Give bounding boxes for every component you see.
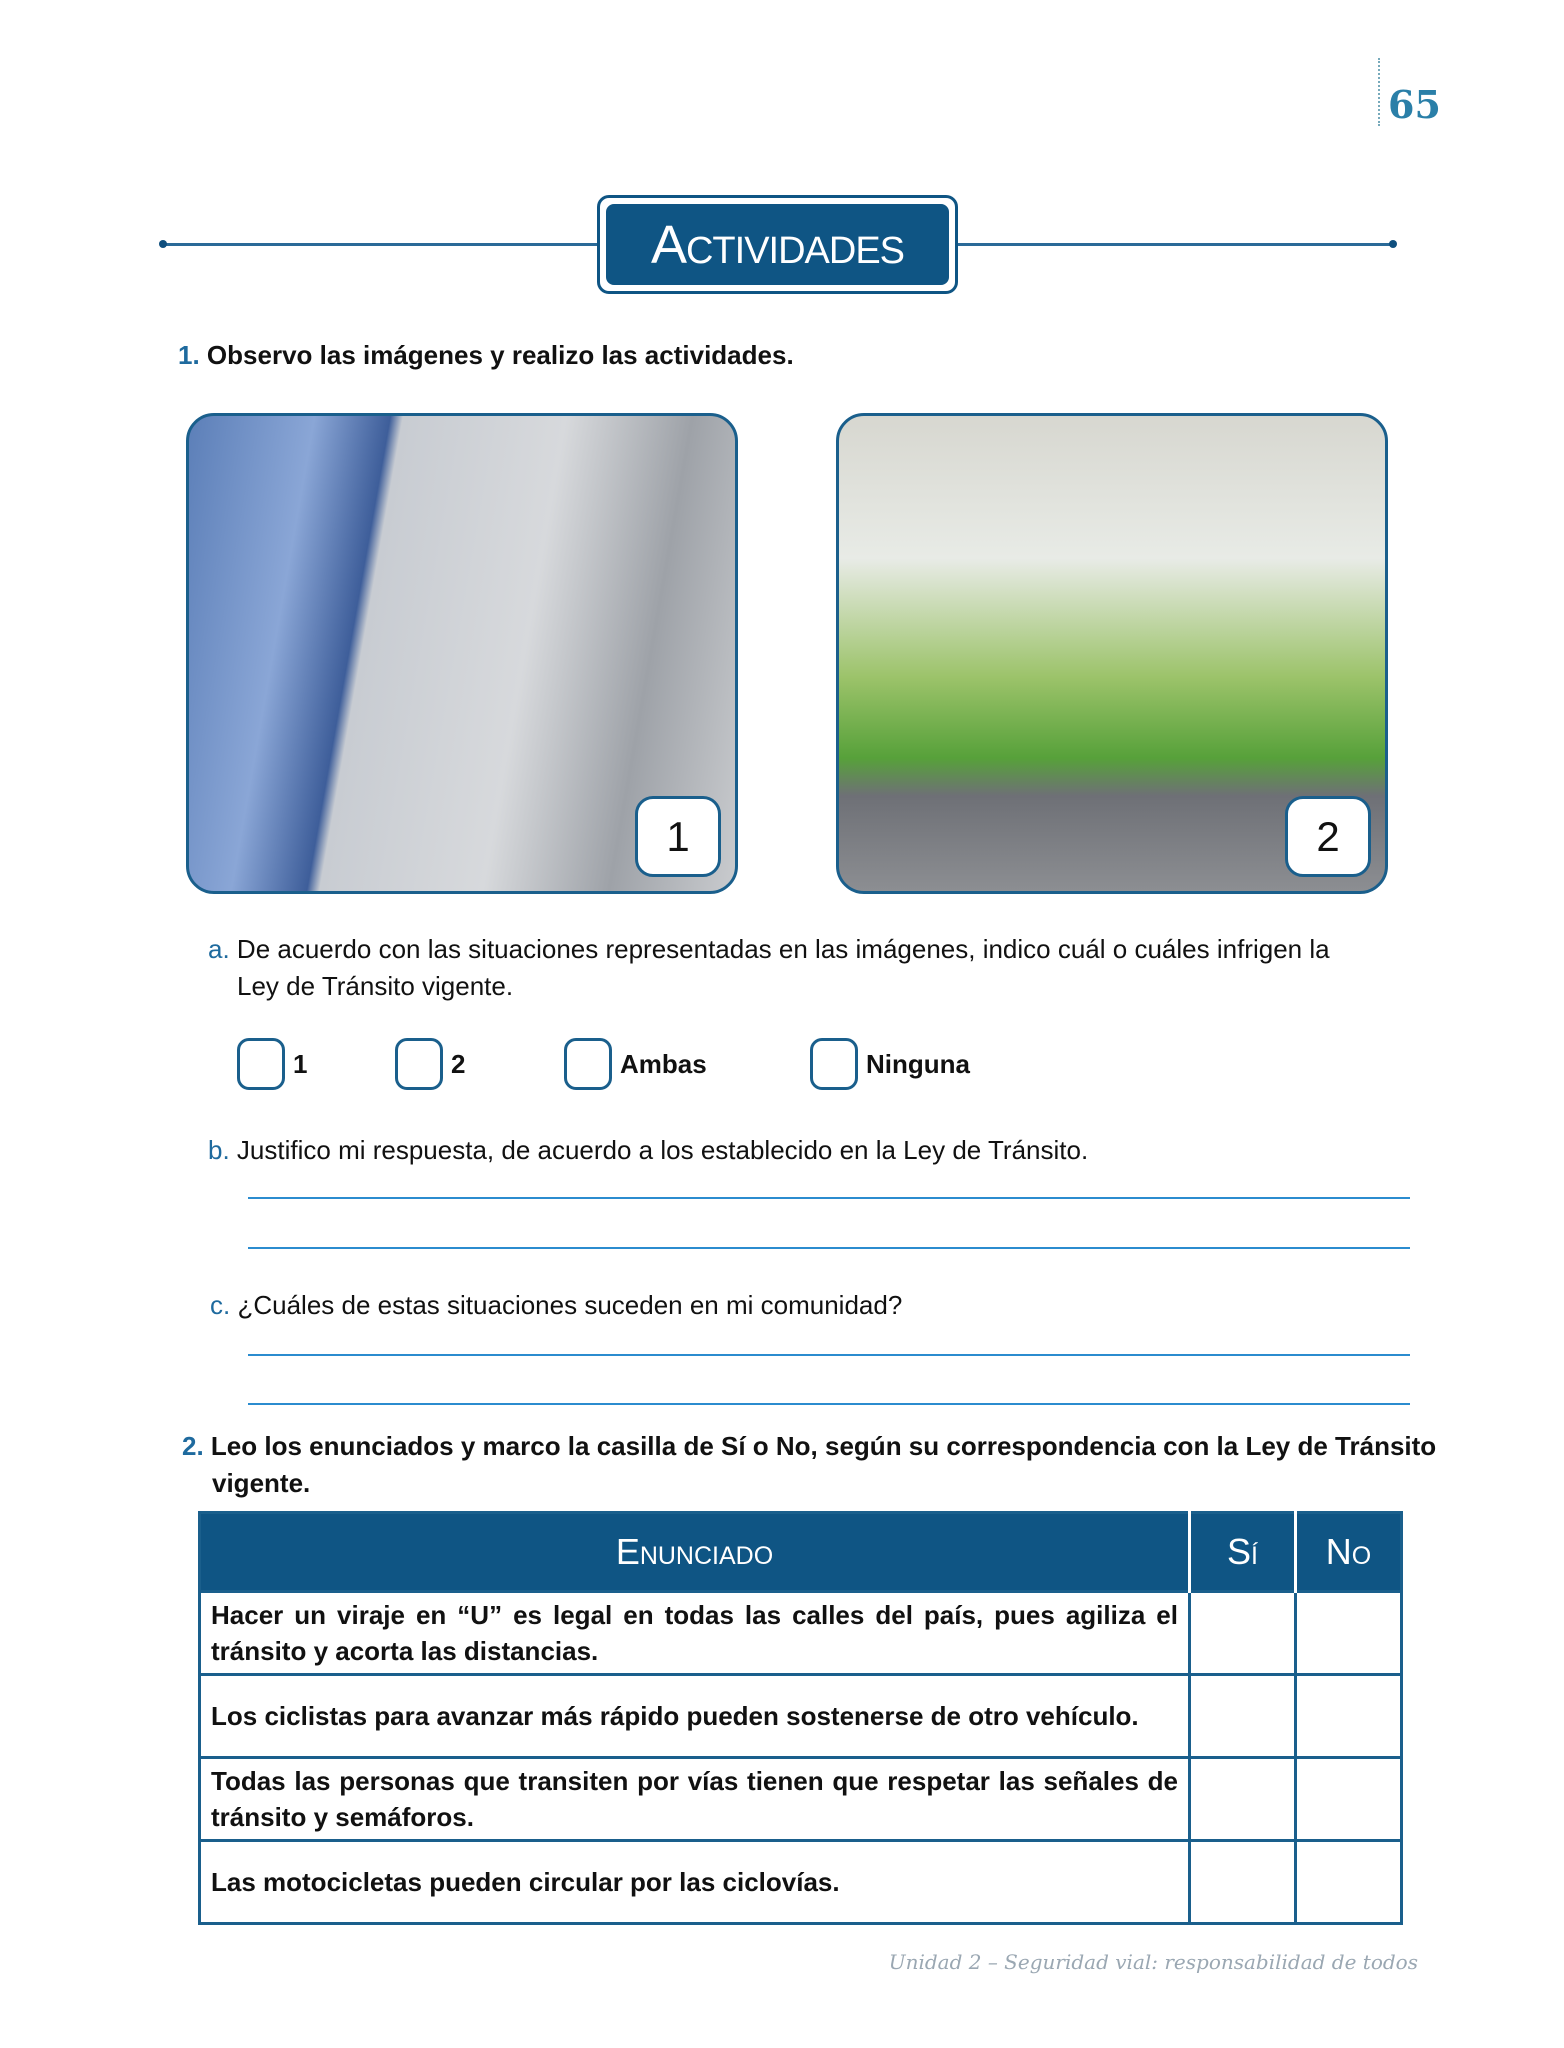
question-1a: a. De acuerdo con las situaciones representadas en las imágenes, indico cuál o cuáles infrigen la (208, 934, 1330, 964)
cell-no[interactable] (1296, 1758, 1402, 1841)
statements-table (198, 1511, 1403, 1925)
checkbox[interactable] (237, 1038, 285, 1090)
option-ninguna[interactable]: Ninguna (810, 1038, 970, 1090)
section-title-box (597, 195, 958, 294)
image-badge-2: 2 (1285, 796, 1371, 877)
photo-children-on-bicycle (836, 413, 1388, 894)
cell-si[interactable] (1190, 1758, 1296, 1841)
table-row: Los ciclistas para avanzar más rápido pueden sostenerse de otro vehículo. (200, 1675, 1402, 1758)
option-2[interactable]: 2 (395, 1038, 465, 1090)
question-2: 2. Leo los enunciados y marco la casilla de Sí o No, según su correspondencia con la Ley de Tránsito (182, 1431, 1437, 1461)
question-1c: c. ¿Cuáles de estas situaciones suceden en mi comunidad? (210, 1290, 903, 1320)
cell-si[interactable] (1190, 1592, 1296, 1675)
answer-line[interactable] (248, 1247, 1410, 1249)
checkbox[interactable] (810, 1038, 858, 1090)
image-badge-1: 1 (635, 796, 721, 877)
answer-line[interactable] (248, 1403, 1410, 1405)
cell-no[interactable] (1296, 1592, 1402, 1675)
question-1-text: Observo las imágenes y realizo las actividades. (206, 340, 794, 370)
checkbox[interactable] (395, 1038, 443, 1090)
checkbox[interactable] (564, 1038, 612, 1090)
page-number-divider (1378, 58, 1380, 126)
question-2-line2: vigente. (212, 1468, 311, 1498)
table-row: Hacer un viraje en “U” es legal en todas las calles del país, pues agiliza el tránsito y acorta las distancias. (200, 1592, 1402, 1675)
cell-si[interactable] (1190, 1841, 1296, 1924)
question-1a-line2: Ley de Tránsito vigente. (237, 971, 514, 1001)
option-1[interactable]: 1 (237, 1038, 307, 1090)
cell-no[interactable] (1296, 1675, 1402, 1758)
photo-boy-with-phone (186, 413, 738, 894)
header-si: Sí (1190, 1513, 1296, 1592)
question-1b: b. Justifico mi respuesta, de acuerdo a los establecido en la Ley de Tránsito. (208, 1135, 1089, 1165)
header-enunciado: Enunciado (200, 1513, 1190, 1592)
option-ambas[interactable]: Ambas (564, 1038, 707, 1090)
table-row: Todas las personas que transiten por vías tienen que respetar las señales de tránsito y semáforos. (200, 1758, 1402, 1841)
table-row: Las motocicletas pueden circular por las ciclovías. (200, 1841, 1402, 1924)
answer-line[interactable] (248, 1197, 1410, 1199)
page-number: 65 (1388, 82, 1441, 127)
question-1: 1. Observo las imágenes y realizo las actividades. (178, 340, 794, 370)
header-no: No (1296, 1513, 1402, 1592)
footer-unit-title: Unidad 2 – Seguridad vial: responsabilidad de todos (888, 1950, 1418, 1974)
answer-line[interactable] (248, 1354, 1410, 1356)
cell-si[interactable] (1190, 1675, 1296, 1758)
cell-no[interactable] (1296, 1841, 1402, 1924)
section-title: Actividades (606, 204, 949, 285)
